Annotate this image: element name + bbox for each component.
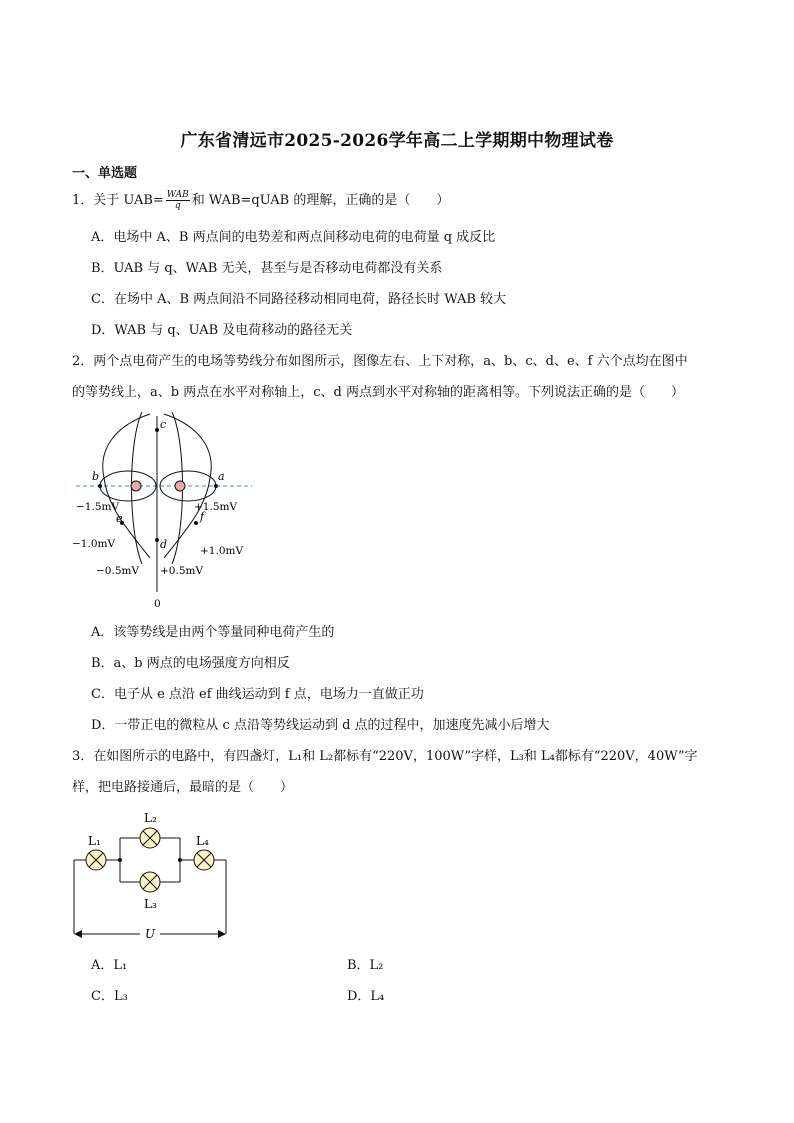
q3-option-b[interactable]: B．L₂: [347, 958, 384, 973]
q1-prefix: 1．关于 UAB=: [72, 193, 164, 208]
lamp-l1-icon: [86, 850, 106, 870]
q1-suffix: 和 WAB=qUAB 的理解，正确的是（ ）: [191, 193, 450, 208]
q3-option-a[interactable]: A．L₁: [91, 958, 128, 973]
question-1-stem: [72, 190, 449, 211]
point-d-dot: [155, 538, 159, 542]
q2-option-a[interactable]: A．该等势线是由两个等量同种电荷产生的: [91, 625, 335, 640]
question-3-line-2: 样，把电路接通后，最暗的是（ ）: [72, 780, 294, 795]
q1-option-a[interactable]: A．电场中 A、B 两点间的电势差和两点间移动电荷的电荷量 q 成反比: [91, 230, 496, 245]
q3-option-d[interactable]: D．L₄: [347, 989, 385, 1004]
q2-option-c[interactable]: C．电子从 e 点沿 ef 曲线运动到 f 点，电场力一直做正功: [91, 687, 424, 702]
potential-zero-label: 0: [154, 598, 161, 610]
lamp-l3-icon: [140, 872, 160, 892]
label-l3: L₃: [144, 897, 157, 911]
point-c-dot: [155, 428, 159, 432]
voltage-arrow-right-head: [218, 930, 226, 938]
label-e: e: [116, 512, 123, 525]
potential-minus10-label: −1.0mV: [72, 538, 116, 550]
q1-frac-num: WAB: [166, 190, 189, 200]
potential-plus05-label: +0.5mV: [160, 565, 204, 577]
equipotential-figure: [66, 412, 266, 614]
circuit-figure: [66, 808, 236, 942]
label-c: c: [160, 418, 167, 431]
label-d: d: [160, 538, 168, 551]
q2-option-b[interactable]: B．a、b 两点的电场强度方向相反: [91, 656, 290, 671]
label-f: f: [200, 510, 205, 523]
point-f-dot: [194, 521, 198, 525]
q1-option-d[interactable]: D．WAB 与 q、UAB 及电荷移动的路径无关: [91, 323, 353, 338]
label-l2: L₂: [144, 811, 157, 825]
point-b-dot: [98, 484, 102, 488]
node-left: [118, 858, 122, 862]
lamp-l2-icon: [140, 828, 160, 848]
potential-plus10-label: +1.0mV: [200, 545, 244, 557]
q1-option-b[interactable]: B．UAB 与 q、WAB 无关，甚至与是否移动电荷都没有关系: [91, 261, 443, 276]
charge-right: [175, 481, 185, 491]
question-2-line-2: 的等势线上，a、b 两点在水平对称轴上，c、d 两点到水平对称轴的距离相等。下列说法正确的是（ ）: [72, 385, 684, 400]
question-2-line-1: 2．两个点电荷产生的电场等势线分布如图所示，图像左右、上下对称，a、b、c、d、e、f 六个点均在图中: [72, 354, 688, 369]
label-l4: L₄: [196, 834, 209, 848]
question-3-line-1: 3．在如图所示的电路中，有四盏灯，L₁和 L₂都标有“220V，100W”字样，L₃和 L₄都标有“220V，40W”字: [72, 749, 698, 764]
q1-option-c[interactable]: C．在场中 A、B 两点间沿不同路径移动相同电荷，路径长时 WAB 较大: [91, 292, 507, 307]
potential-minus05-label: −0.5mV: [96, 565, 140, 577]
page-title: 广东省清远市2025-2026学年高二上学期期中物理试卷: [180, 131, 614, 151]
charge-left: [131, 481, 141, 491]
label-l1: L₁: [88, 834, 101, 848]
label-voltage-u: U: [145, 927, 156, 941]
lamp-l4-icon: [194, 850, 214, 870]
label-b: b: [92, 470, 100, 483]
q2-option-d[interactable]: D．一带正电的微粒从 c 点沿等势线运动到 d 点的过程中，加速度先减小后增大: [91, 718, 550, 733]
potential-plus15-label: +1.5mV: [194, 501, 238, 513]
section-heading: 一、单选题: [72, 166, 138, 181]
q1-fraction: [166, 190, 190, 211]
q3-option-c[interactable]: C．L₃: [91, 989, 128, 1004]
voltage-arrow-left-head: [74, 930, 82, 938]
q1-frac-den: q: [174, 201, 181, 211]
potential-minus15-label: −1.5mV: [76, 501, 120, 513]
point-a-dot: [214, 484, 218, 488]
label-a: a: [218, 470, 225, 483]
node-right: [178, 858, 182, 862]
